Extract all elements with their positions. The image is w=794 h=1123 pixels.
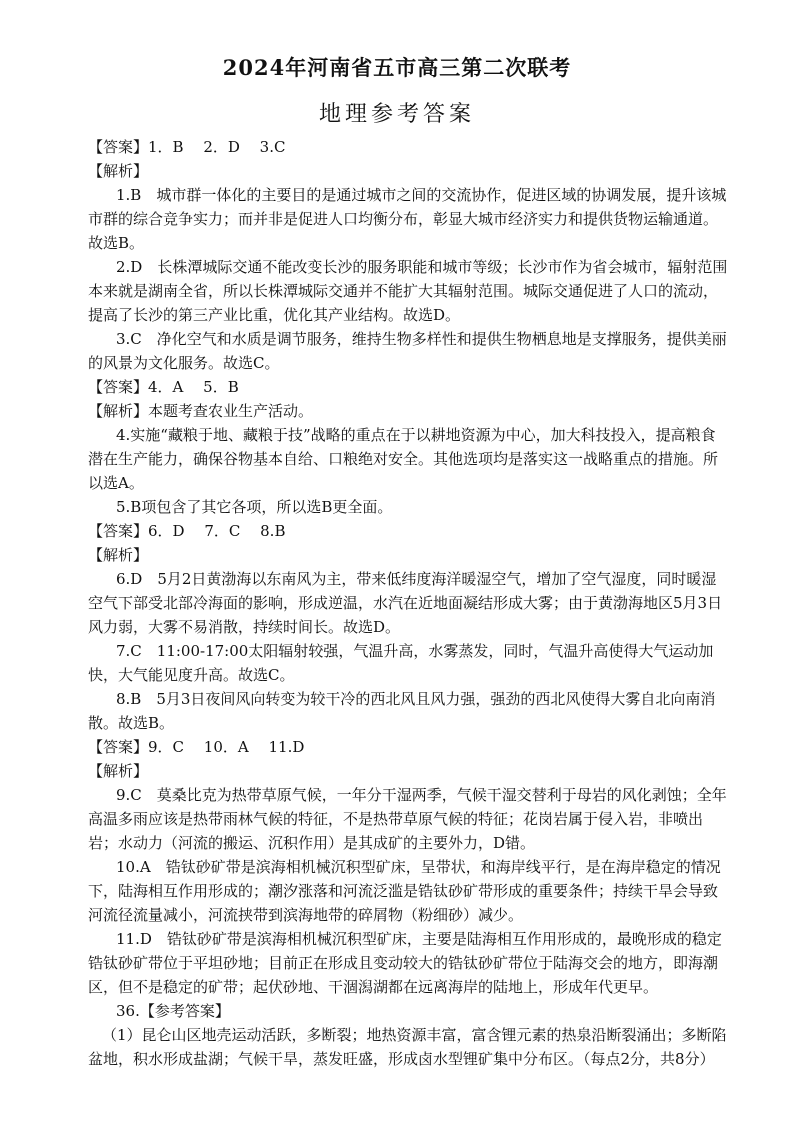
answer-paragraph: 9.C 莫桑比克为热带草原气候，一年分干湿两季，气候干湿交替利于母岩的风化剥蚀；全年高温多雨应该是热带雨林气候的特征，不是热带草原气候的特征；花岗岩属于侵入岩，非喷出岩；水动力（河流的搬运、沉积作用）是其成矿的主要外力，D错。 [88, 786, 727, 852]
answer-paragraph: 4.实施“藏粮于地、藏粮于技”战略的重点在于以耕地资源为中心，加大科技投入，提高粮食潜在生产能力，确保谷物基本自给、口粮绝对安全。其他选项均是落实这一战略重点的措施。所以选A。 [88, 426, 719, 492]
answer-paragraph: （1）昆仑山区地壳运动活跃，多断裂；地热资源丰富，富含锂元素的热泉沿断裂涌出；多断陷盆地，积水形成盐湖；气候干旱，蒸发旺盛，形成卤水型锂矿集中分布区。（每点2分，共8分） [88, 1026, 727, 1068]
answer-paragraph: 【答案】9．C 10．A 11.D [88, 738, 305, 756]
answer-paragraph: 【解析】 [88, 162, 149, 180]
answer-paragraph: 10.A 锆钛砂矿带是滨海相机械沉积型矿床，呈带状，和海岸线平行，是在海岸稳定的情况下，陆海相互作用形成的；潮汐涨落和河流泛滥是锆钛砂矿带形成的重要条件；持续干旱会导致河流径流量减小，河流挟带到滨海地带的碎屑物（粉细砂）减少。 [88, 858, 721, 924]
answer-paragraph: 【解析】 [88, 546, 149, 564]
answer-paragraph: 6.D 5月2日黄渤海以东南风为主，带来低纬度海洋暖湿空气，增加了空气湿度，同时暖湿空气下部受北部冷海面的影响，形成逆温，水汽在近地面凝结形成大雾；由于黄渤海地区5月3日风力弱，大雾不易消散，持续时间长。故选D。 [88, 570, 723, 636]
answer-key-title: 地理参考答案 [318, 102, 475, 127]
answer-paragraph: 8.B 5月3日夜间风向转变为较干冷的西北风且风力强，强劲的西北风使得大雾自北向南消散。故选B。 [88, 690, 716, 732]
answer-paragraph: 【答案】4．A 5．B [88, 378, 239, 396]
answer-paragraph: 1.B 城市群一体化的主要目的是通过城市之间的交流协作，促进区域的协调发展，提升该城市群的综合竞争实力；而并非是促进人口均衡分布，彰显大城市经济实力和提供货物运输通道。故选B。 [88, 186, 727, 252]
answer-paragraph: 【答案】1．B 2．D 3.C [88, 138, 286, 156]
answer-paragraph: 5.B项包含了其它各项，所以选B更全面。 [116, 498, 393, 516]
answer-content [88, 135, 728, 1071]
exam-title: 2024年河南省五市高三第二次联考 [222, 55, 572, 80]
answer-paragraph: 【解析】 [88, 762, 149, 780]
answer-paragraph: 【解析】本题考查农业生产活动。 [88, 402, 314, 420]
answer-paragraph: 7.C 11:00-17:00太阳辐射较强，气温升高，水雾蒸发，同时，气温升高使得大气运动加快，大气能见度升高。故选C。 [88, 642, 714, 684]
answer-paragraph: 2.D 长株潭城际交通不能改变长沙的服务职能和城市等级；长沙市作为省会城市，辐射范围本来就是湖南全省，所以长株潭城际交通并不能扩大其辐射范围。城际交通促进了人口的流动，提高了长沙的第三产业比重，优化其产业结构。故选D。 [88, 258, 728, 324]
answer-paragraph: 3.C 净化空气和水质是调节服务，维持生物多样性和提供生物栖息地是支撑服务，提供美丽的风景为文化服务。故选C。 [88, 330, 727, 372]
answer-paragraph: 11.D 锆钛砂矿带是滨海相机械沉积型矿床，主要是陆海相互作用形成的，最晚形成的稳定锆钛砂矿带位于平坦砂地；目前正在形成且变动较大的锆钛砂矿带位于陆海交会的地方，即海潮区，但不是稳定的矿带；起伏砂地、干涸潟湖都在远离海岸的陆地上，形成年代更早。 [88, 930, 722, 996]
answer-paragraph: 【答案】6．D 7．C 8.B [88, 522, 286, 540]
answer-paragraph: 36.【参考答案】 [116, 1002, 230, 1020]
